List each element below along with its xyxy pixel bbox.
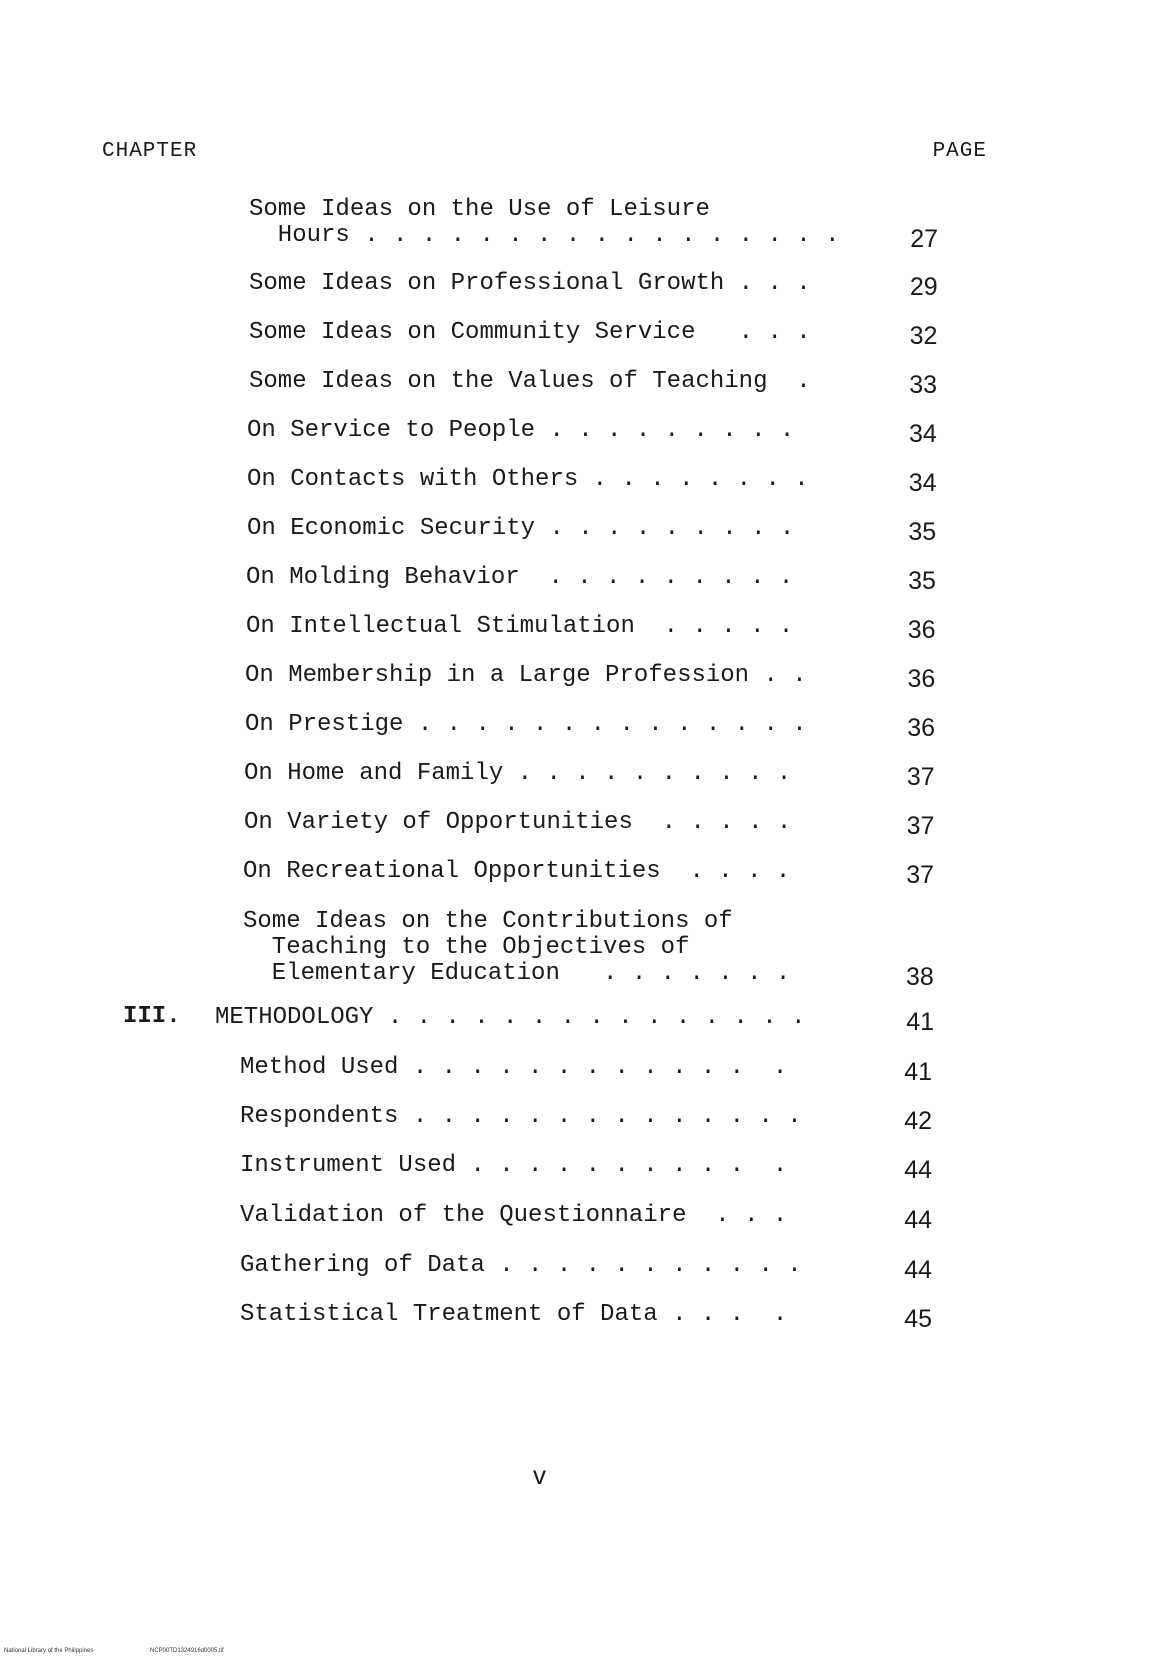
toc-sub-entry <box>240 1253 802 1279</box>
toc-entry-line: Teaching to the Objectives of <box>243 934 690 961</box>
toc-entry-line: On Prestige . . . . . . . . . . . . . . <box>245 711 807 738</box>
toc-entry-line: On Variety of Opportunities . . . . . <box>244 809 792 836</box>
toc-page-number: 32 <box>909 322 938 350</box>
toc-page-number: 34 <box>908 469 937 497</box>
toc-entry-line: Some Ideas on Community Service . . . <box>249 319 811 346</box>
toc-entry-line: On Economic Security . . . . . . . . . <box>247 515 795 542</box>
toc-sub-entry <box>240 1203 787 1229</box>
toc-page-number: 35 <box>908 518 937 546</box>
chapter-column-header: CHAPTER <box>102 140 198 163</box>
toc-entry <box>243 859 790 885</box>
toc-entry-line: Some Ideas on the Contributions of <box>243 908 733 935</box>
toc-entry <box>247 516 794 542</box>
toc-entry <box>247 467 809 493</box>
toc-page-number: 34 <box>908 420 937 448</box>
toc-page-number: 35 <box>908 567 936 595</box>
toc-entry <box>245 712 807 738</box>
toc-entry-line: Some Ideas on the Use of Leisure <box>249 196 710 223</box>
scan-credit: National Library of the Philippines <box>4 1648 94 1654</box>
toc-entry <box>247 418 794 444</box>
toc-entry <box>249 197 840 249</box>
toc-entry-line: On Molding Behavior . . . . . . . . . <box>246 564 794 591</box>
page-number-roman: v <box>533 1460 546 1490</box>
toc-sub-entry-line: Validation of the Questionnaire . . . <box>240 1202 788 1229</box>
toc-entry <box>244 810 791 836</box>
toc-sub-entry-line: Method Used . . . . . . . . . . . . . <box>240 1054 788 1081</box>
toc-sub-page-number: 44 <box>904 1256 932 1284</box>
toc-entry-line: On Contacts with Others . . . . . . . . <box>247 466 809 493</box>
scan-id: NCP00TD1324916d0005.tif <box>150 1648 224 1654</box>
chapter-title: METHODOLOGY . . . . . . . . . . . . . . . <box>215 1004 806 1031</box>
toc-sub-entry <box>240 1104 802 1130</box>
toc-page-number: 27 <box>910 225 938 253</box>
toc-sub-entry-line: Respondents . . . . . . . . . . . . . . <box>240 1103 802 1130</box>
toc-page-number: 37 <box>906 763 935 791</box>
toc-entry <box>245 663 807 689</box>
toc-page-number: 36 <box>907 665 936 693</box>
toc-entry <box>249 320 811 346</box>
toc-entry <box>244 761 791 787</box>
toc-sub-page-number: 41 <box>904 1058 932 1086</box>
toc-entry-line: On Service to People . . . . . . . . . <box>247 417 795 444</box>
toc-page-number: 33 <box>909 371 938 399</box>
toc-entry <box>249 271 811 297</box>
toc-page-number: 38 <box>905 963 934 991</box>
toc-entry <box>246 565 793 591</box>
toc-sub-page-number: 44 <box>904 1206 932 1234</box>
chapter-number: III. <box>123 1003 181 1030</box>
toc-entry-line: Some Ideas on Professional Growth . . . <box>249 270 811 297</box>
toc-entry-line: Hours . . . . . . . . . . . . . . . . . <box>249 222 840 249</box>
page-column-header: PAGE <box>932 140 987 163</box>
toc-sub-entry-line: Statistical Treatment of Data . . . . <box>240 1301 788 1328</box>
toc-page-number: 37 <box>906 812 935 840</box>
toc-entry-line: On Home and Family . . . . . . . . . . <box>244 760 792 787</box>
toc-entry-line: Elementary Education . . . . . . . <box>243 960 791 987</box>
toc-sub-entry <box>240 1153 787 1179</box>
toc-entry <box>246 614 793 640</box>
toc-sub-page-number: 45 <box>904 1305 932 1333</box>
toc-entry-line: Some Ideas on the Values of Teaching . <box>249 368 811 395</box>
toc-page-number: 37 <box>906 861 935 889</box>
toc-page-number: 36 <box>907 616 936 644</box>
toc-entry <box>249 369 811 395</box>
toc-sub-entry-line: Gathering of Data . . . . . . . . . . . <box>240 1252 802 1279</box>
chapter-page-number: 41 <box>906 1008 934 1036</box>
toc-entry-line: On Membership in a Large Profession . . <box>245 662 807 689</box>
toc-sub-entry <box>240 1055 787 1081</box>
toc-sub-entry-line: Instrument Used . . . . . . . . . . . <box>240 1152 788 1179</box>
toc-entry-line: On Recreational Opportunities . . . . <box>243 858 791 885</box>
toc-sub-page-number: 44 <box>904 1156 932 1184</box>
toc-page-number: 36 <box>907 714 935 742</box>
toc-sub-entry <box>240 1302 787 1328</box>
toc-sub-page-number: 42 <box>904 1107 932 1135</box>
toc-page-number: 29 <box>909 273 938 301</box>
toc-entry <box>243 909 790 987</box>
toc-entry-line: On Intellectual Stimulation . . . . . <box>246 613 794 640</box>
